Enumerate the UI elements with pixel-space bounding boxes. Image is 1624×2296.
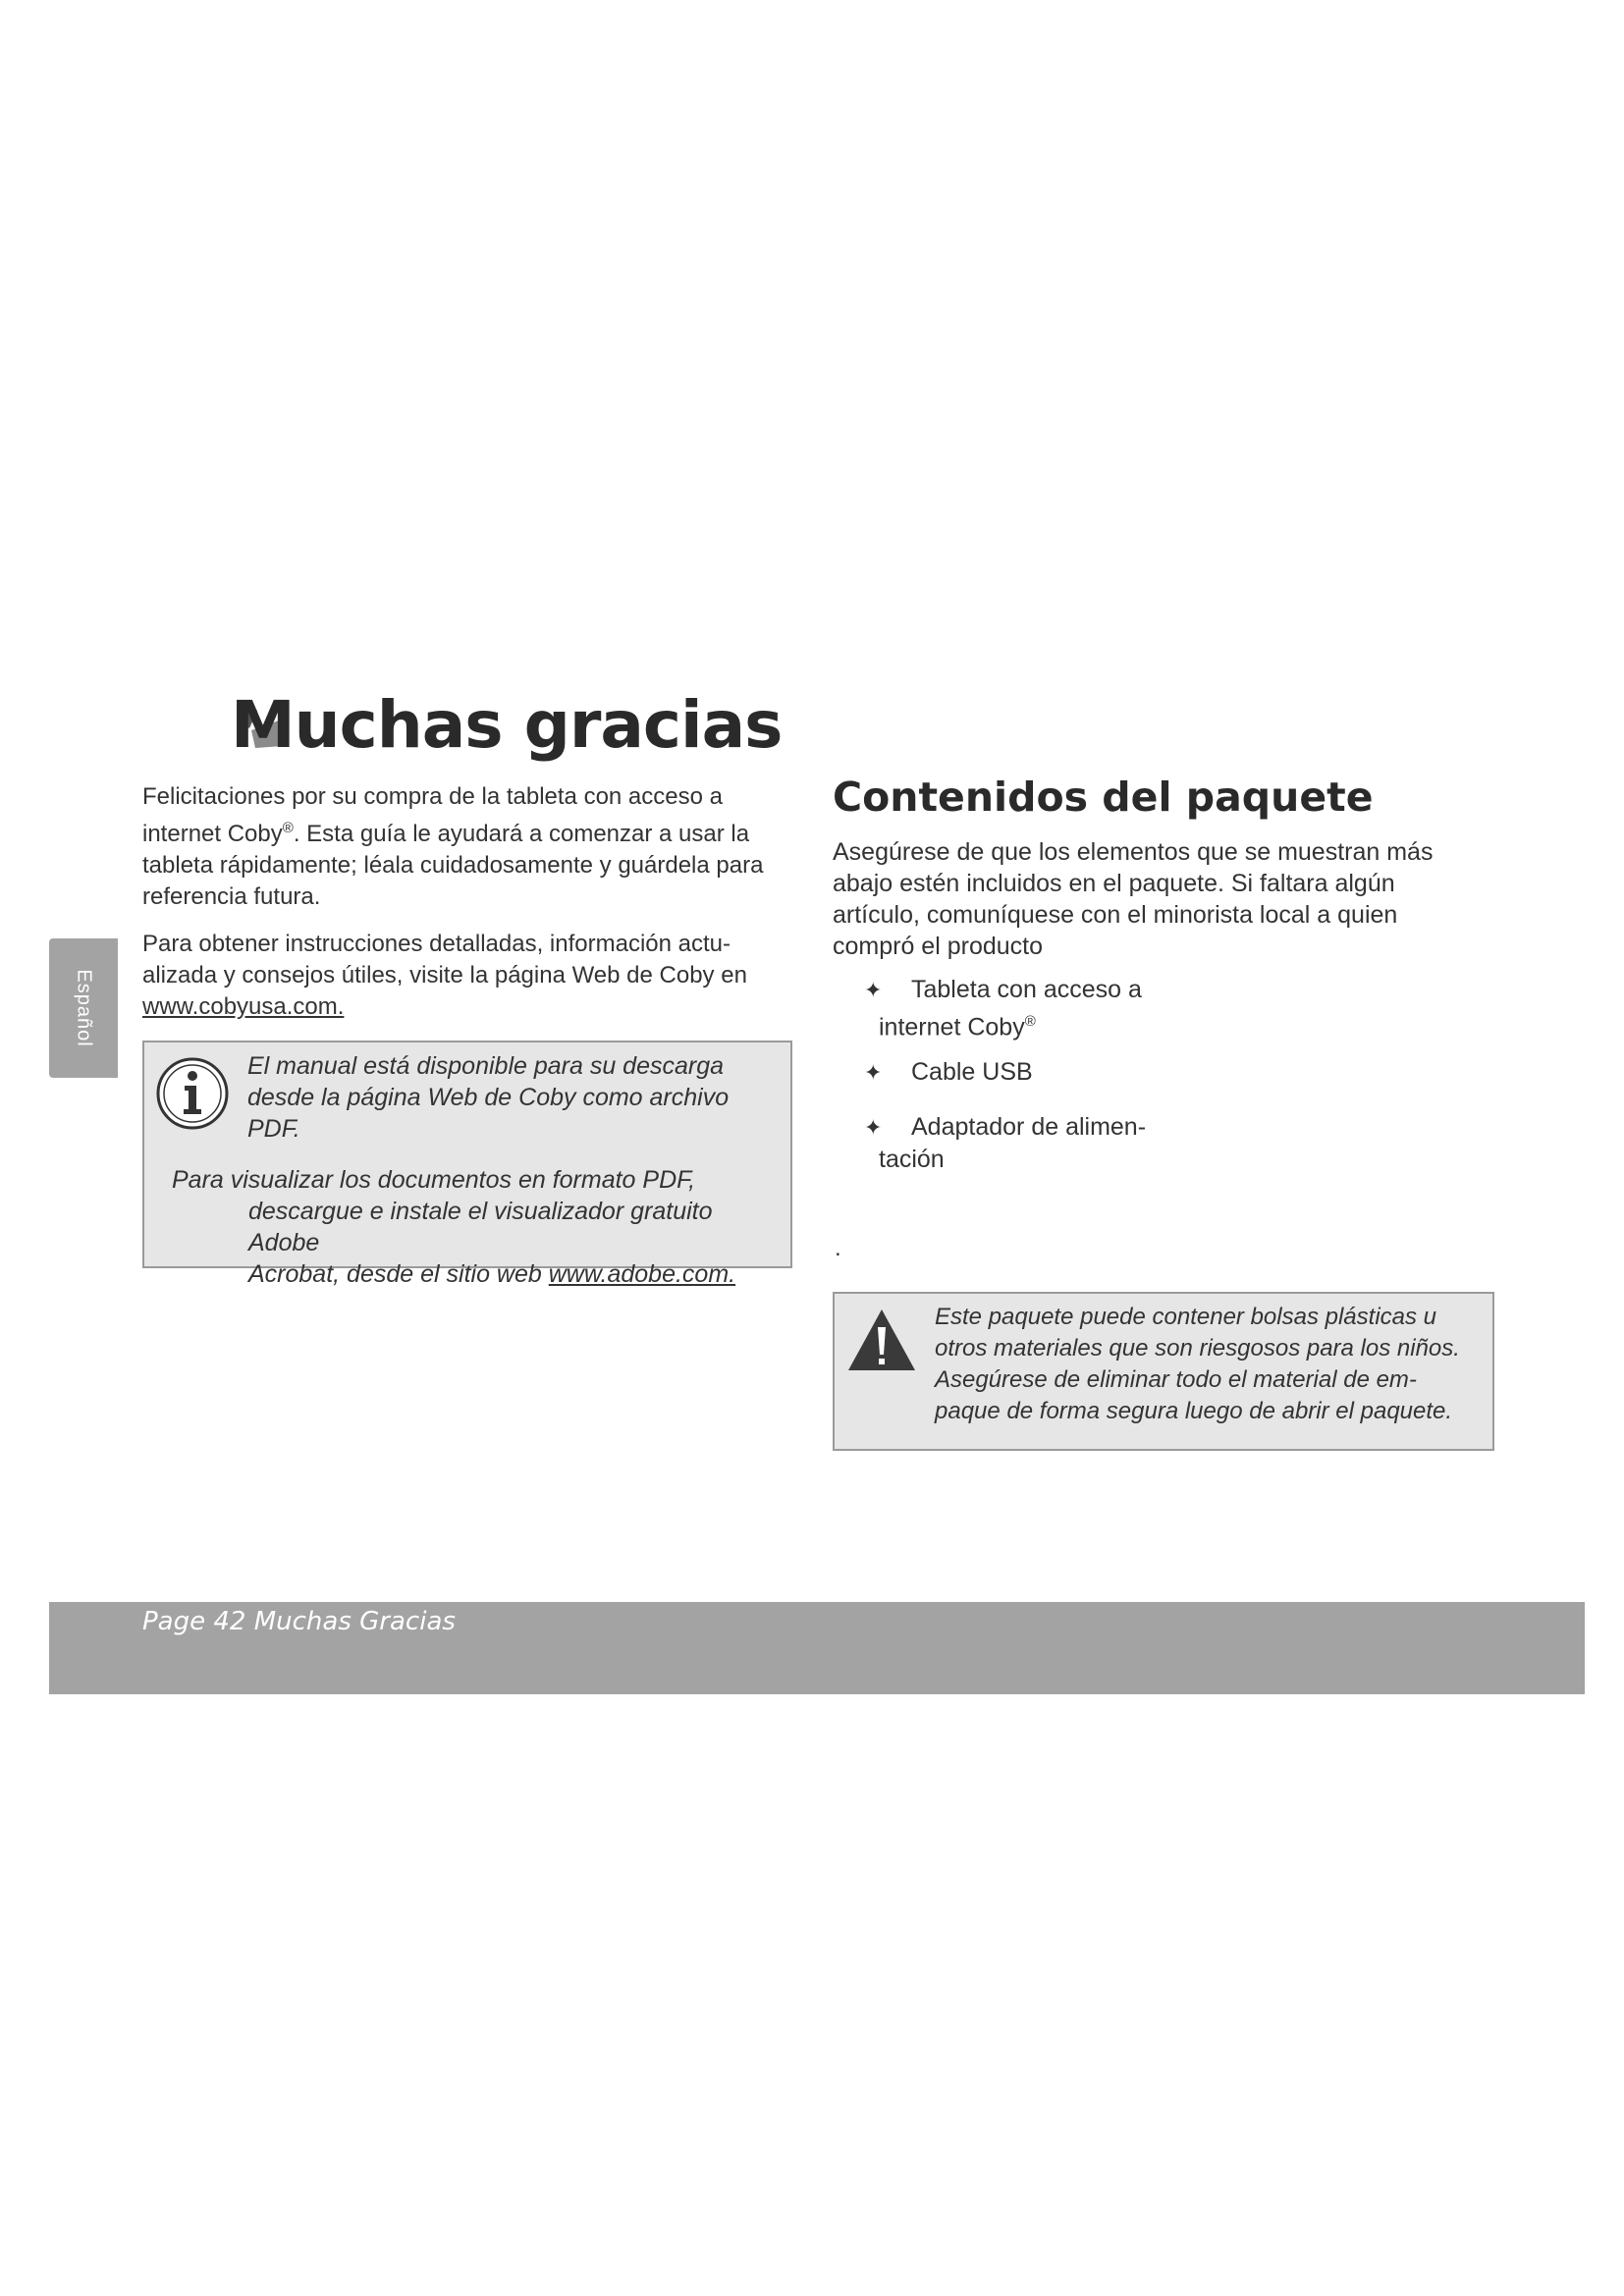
four-point-star-icon: ✦ (864, 1115, 883, 1140)
info-icon (155, 1056, 230, 1131)
package-intro: Asegúrese de que los elementos que se muestran más abajo estén incluidos en el paquete. Si faltara algún artículo, comuníquese con el minorista local a quien compró el producto (833, 838, 1434, 960)
language-side-tab (49, 938, 118, 1078)
instructions-paragraph: Para obtener instrucciones detalladas, información actu- alizada y consejos útiles, visite la página Web de Coby en www.cobyusa.com. (142, 931, 747, 1020)
section-heading: Contenidos del paquete (833, 774, 1374, 821)
list-item: ✦ Cable USB (864, 1056, 1257, 1089)
four-point-star-icon: ✦ (864, 978, 883, 1002)
intro-paragraph: Felicitaciones por su compra de la tableta con acceso a internet Coby®. Esta guía le ayudará a comenzar a usar la tableta rápidamente; léala cuidadosamente y guárdela para referencia futura. (142, 783, 764, 910)
page-footer-text: Page 42 Muchas Gracias (142, 1607, 456, 1636)
info-box-pdf-text: Para visualizar los documentos en formato PDF, descargue e instale el visualizador gratuito Adobe Acrobat, desde el sitio web www.adobe.com. (172, 1166, 736, 1288)
list-item: ✦ Tableta con acceso a internet Coby® (864, 976, 1142, 1041)
list-item: ✦ Adaptador de alimen- tación (864, 1113, 1147, 1173)
cobyusa-link[interactable]: www.cobyusa.com. (142, 993, 345, 1020)
four-point-star-icon: ✦ (864, 1060, 883, 1085)
page-title: Muchas gracias (231, 687, 783, 763)
side-tab-label: Español (73, 969, 95, 1047)
info-box-text: El manual está disponible para su descarga desde la página Web de Coby como archivo PDF. (247, 1052, 730, 1143)
adobe-link[interactable]: www.adobe.com. (548, 1260, 736, 1288)
stray-dot: . (835, 1235, 841, 1261)
warning-text: Este paquete puede contener bolsas plásticas u otros materiales que son riesgosos para los niños. Asegúrese de eliminar todo el material de em- paque de forma segura luego de abrir el paquete. (935, 1304, 1460, 1424)
warning-triangle-icon (844, 1306, 919, 1374)
